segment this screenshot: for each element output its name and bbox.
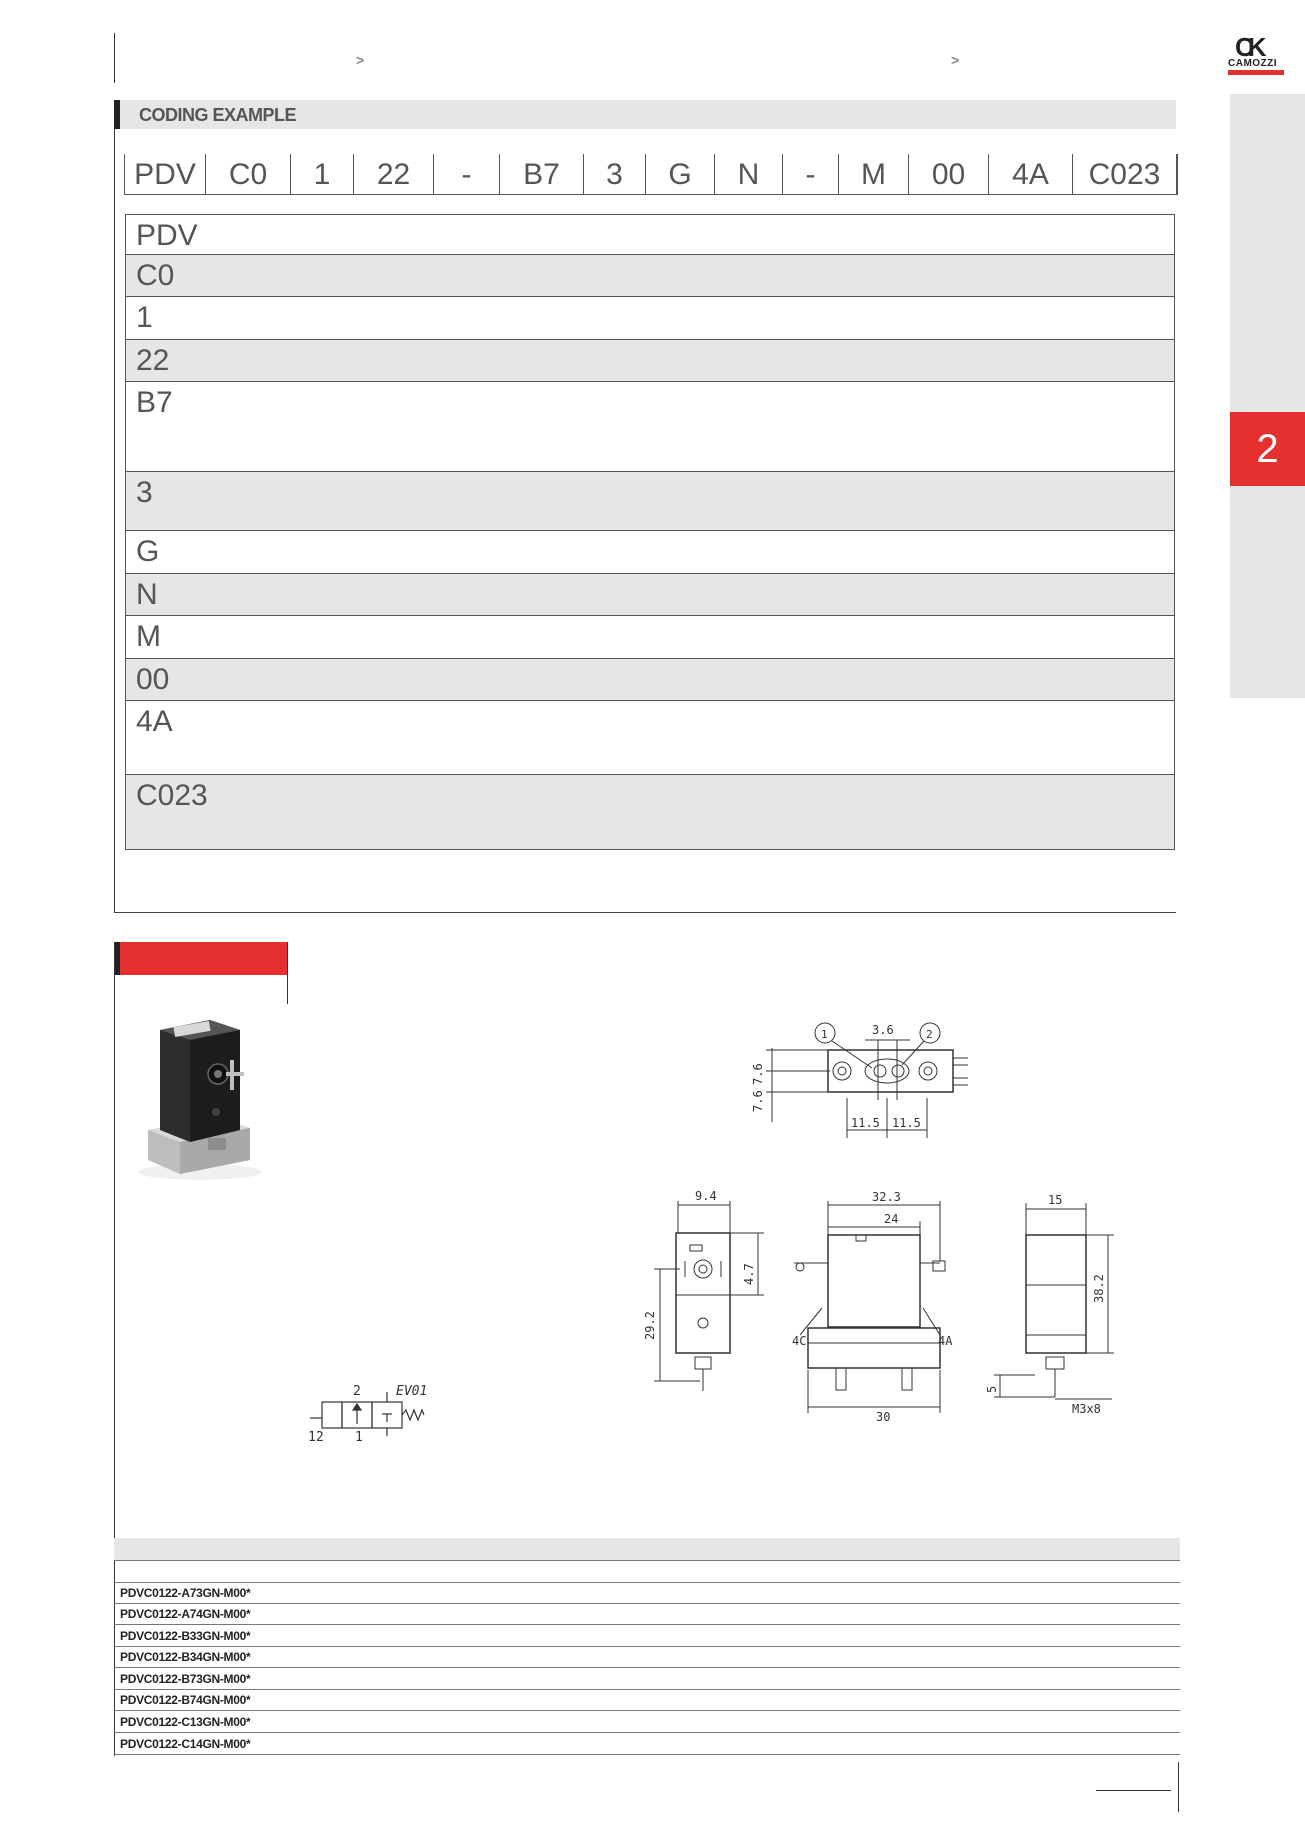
coding-row xyxy=(126,531,1174,574)
dim-label: 32.3 xyxy=(872,1190,901,1204)
section-title: CODING EXAMPLE xyxy=(139,105,297,125)
symbol-code: EV01 xyxy=(396,1384,428,1399)
coding-table xyxy=(125,214,1175,850)
coding-strip xyxy=(124,154,1178,195)
footer-rule xyxy=(1096,1790,1171,1791)
code-cell: 22 xyxy=(354,154,434,195)
coding-key: 00 xyxy=(136,663,170,696)
coding-key: G xyxy=(136,535,160,568)
drawing-three-views xyxy=(640,1165,1130,1435)
coding-key: B7 xyxy=(136,386,173,419)
thread-label: M3x8 xyxy=(1072,1402,1101,1416)
side-panel xyxy=(1230,94,1305,698)
dim-label: 7.6 xyxy=(751,1063,765,1085)
code-cell: B7 xyxy=(500,154,584,195)
code-cell: 00 xyxy=(909,154,989,195)
dim-label: 4.7 xyxy=(742,1263,756,1285)
symbol-port-1: 1 xyxy=(355,1430,363,1445)
part-code: PDVC0122-A73GN-M00* xyxy=(120,1586,251,1600)
coding-row xyxy=(126,659,1174,701)
section-marker xyxy=(114,100,120,129)
code-cell: G xyxy=(646,154,715,195)
drawing-top-view xyxy=(750,1010,990,1150)
coding-key: N xyxy=(136,578,158,611)
dim-label: 29.2 xyxy=(643,1311,657,1340)
code-cell: 3 xyxy=(584,154,646,195)
chapter-number: 2 xyxy=(1256,426,1279,471)
dim-label: 11.5 xyxy=(892,1116,921,1130)
coding-key: C023 xyxy=(136,779,208,812)
port-4a-label: 4A xyxy=(938,1334,953,1348)
coding-row xyxy=(126,382,1174,472)
coding-key: 1 xyxy=(136,301,153,334)
coding-key: 22 xyxy=(136,344,170,377)
code-cell: M xyxy=(839,154,909,195)
port-1-label: 1 xyxy=(821,1028,828,1041)
dim-label: 7.6 xyxy=(751,1090,765,1112)
dim-label: 38.2 xyxy=(1092,1274,1106,1303)
table-row xyxy=(114,1734,1180,1755)
part-code: PDVC0122-C14GN-M00* xyxy=(120,1737,251,1751)
section-header xyxy=(114,100,1176,129)
symbol-port-12: 12 xyxy=(308,1430,324,1445)
code-cell: 1 xyxy=(291,154,354,195)
parts-table-header xyxy=(114,1538,1180,1560)
breadcrumb-arrow: > xyxy=(356,52,365,68)
table-row xyxy=(114,1669,1180,1690)
footer-vertical-rule xyxy=(1178,1762,1179,1812)
dim-label: 9.4 xyxy=(695,1189,717,1203)
table-row xyxy=(114,1647,1180,1668)
table-rule xyxy=(114,1560,1180,1561)
code-cell: C0 xyxy=(206,154,291,195)
part-code: PDVC0122-B33GN-M00* xyxy=(120,1629,251,1643)
table-row xyxy=(114,1690,1180,1711)
logo-bar xyxy=(1228,70,1284,75)
coding-row xyxy=(126,297,1174,340)
coding-key: 3 xyxy=(136,476,153,509)
coding-key: PDV xyxy=(136,219,198,252)
coding-row xyxy=(126,775,1174,849)
dim-label: 3.6 xyxy=(872,1023,894,1037)
coding-key: 4A xyxy=(136,705,173,738)
code-cell: PDV xyxy=(125,154,206,195)
part-code: PDVC0122-B73GN-M00* xyxy=(120,1672,251,1686)
part-code: PDVC0122-C13GN-M00* xyxy=(120,1715,251,1729)
dim-label: 5 xyxy=(985,1385,999,1393)
coding-row xyxy=(126,340,1174,382)
part-code: PDVC0122-B34GN-M00* xyxy=(120,1650,251,1664)
coding-row xyxy=(126,616,1174,659)
part-code: PDVC0122-B74GN-M00* xyxy=(120,1693,251,1707)
product-image xyxy=(130,1010,270,1180)
dim-label: 11.5 xyxy=(851,1116,880,1130)
port-2-label: 2 xyxy=(926,1028,933,1041)
tab-right-rule xyxy=(287,942,288,1004)
dim-label: 15 xyxy=(1048,1193,1063,1207)
code-cell: C023 xyxy=(1073,154,1177,195)
code-cell: - xyxy=(783,154,839,195)
part-code: PDVC0122-A74GN-M00* xyxy=(120,1607,251,1621)
code-cell: N xyxy=(715,154,783,195)
table-row xyxy=(114,1604,1180,1625)
breadcrumb-arrow: > xyxy=(951,52,960,68)
header-left-rule xyxy=(114,33,115,83)
coding-row xyxy=(126,215,1174,255)
port-4c-label: 4C xyxy=(792,1334,807,1348)
table-row xyxy=(114,1712,1180,1733)
coding-key: M xyxy=(136,620,161,653)
coding-row xyxy=(126,574,1174,616)
symbol-port-2: 2 xyxy=(353,1384,361,1399)
chapter-tab[interactable] xyxy=(1230,412,1305,486)
strip-underline xyxy=(125,194,1177,195)
coding-row xyxy=(126,701,1174,775)
dim-label: 30 xyxy=(876,1410,891,1424)
valve-symbol xyxy=(298,1378,438,1450)
section-bottom-rule xyxy=(114,912,1176,913)
code-cell: - xyxy=(434,154,500,195)
section-tab xyxy=(114,942,287,975)
code-cell: 4A xyxy=(989,154,1073,195)
logo-mark: CK xyxy=(1235,32,1261,62)
table-row xyxy=(114,1583,1180,1604)
dim-label: 24 xyxy=(884,1212,899,1226)
section-left-rule xyxy=(114,100,115,912)
coding-key: C0 xyxy=(136,259,175,292)
logo-text: CAMOZZI xyxy=(1228,58,1278,69)
coding-row xyxy=(126,472,1174,531)
coding-row xyxy=(126,255,1174,297)
table-row xyxy=(114,1626,1180,1647)
